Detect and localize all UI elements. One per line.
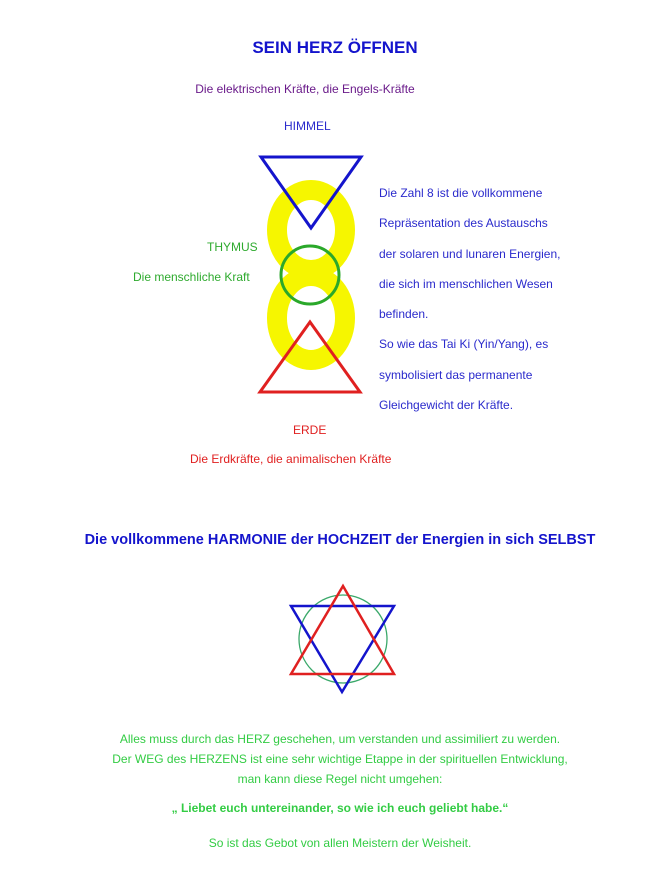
page-title: SEIN HERZ ÖFFNEN (252, 38, 418, 57)
description-line: befinden. (379, 307, 429, 322)
label-earth-forces: Die Erdkräfte, die animalischen Kräfte (190, 452, 392, 466)
label-himmel: HIMMEL (284, 119, 331, 133)
harmony-heading: Die vollkommene HARMONIE der HOCHZEIT der Energien in sich SELBST (84, 532, 596, 548)
heart-paragraph (0, 729, 670, 789)
description-line: der solaren und lunaren Energien, (379, 246, 561, 261)
paragraph-line: Alles muss durch das HERZ geschehen, um verstanden und assimiliert zu werden. (119, 732, 561, 746)
paragraph-line: man kann diese Regel nicht umgehen: (237, 772, 443, 786)
label-thymus: THYMUS (207, 240, 258, 254)
description-line: Die Zahl 8 ist die vollkommene (379, 186, 543, 200)
love-quote: „ Liebet euch untereinander, so wie ich euch geliebt habe.“ (171, 801, 509, 815)
label-human-force: Die menschliche Kraft (133, 270, 250, 284)
description-line: symbolisiert das permanente (379, 367, 533, 382)
subtitle-angel-forces: Die elektrischen Kräfte, die Engels-Kräfte (195, 82, 415, 96)
closing-line: So ist das Gebot von allen Meistern der Weisheit. (208, 836, 472, 850)
description-line: So wie das Tai Ki (Yin/Yang), es (379, 337, 549, 352)
label-erde: ERDE (293, 423, 327, 437)
description-line: Gleichgewicht der Kräfte. (379, 398, 514, 413)
description-line: Repräsentation des Austauschs (379, 216, 548, 231)
paragraph-line: Der WEG des HERZENS ist eine sehr wichtige Etappe in der spirituellen Entwicklung, (112, 752, 568, 766)
description-block (379, 178, 560, 420)
description-line: die sich im menschlichen Wesen (379, 276, 553, 291)
